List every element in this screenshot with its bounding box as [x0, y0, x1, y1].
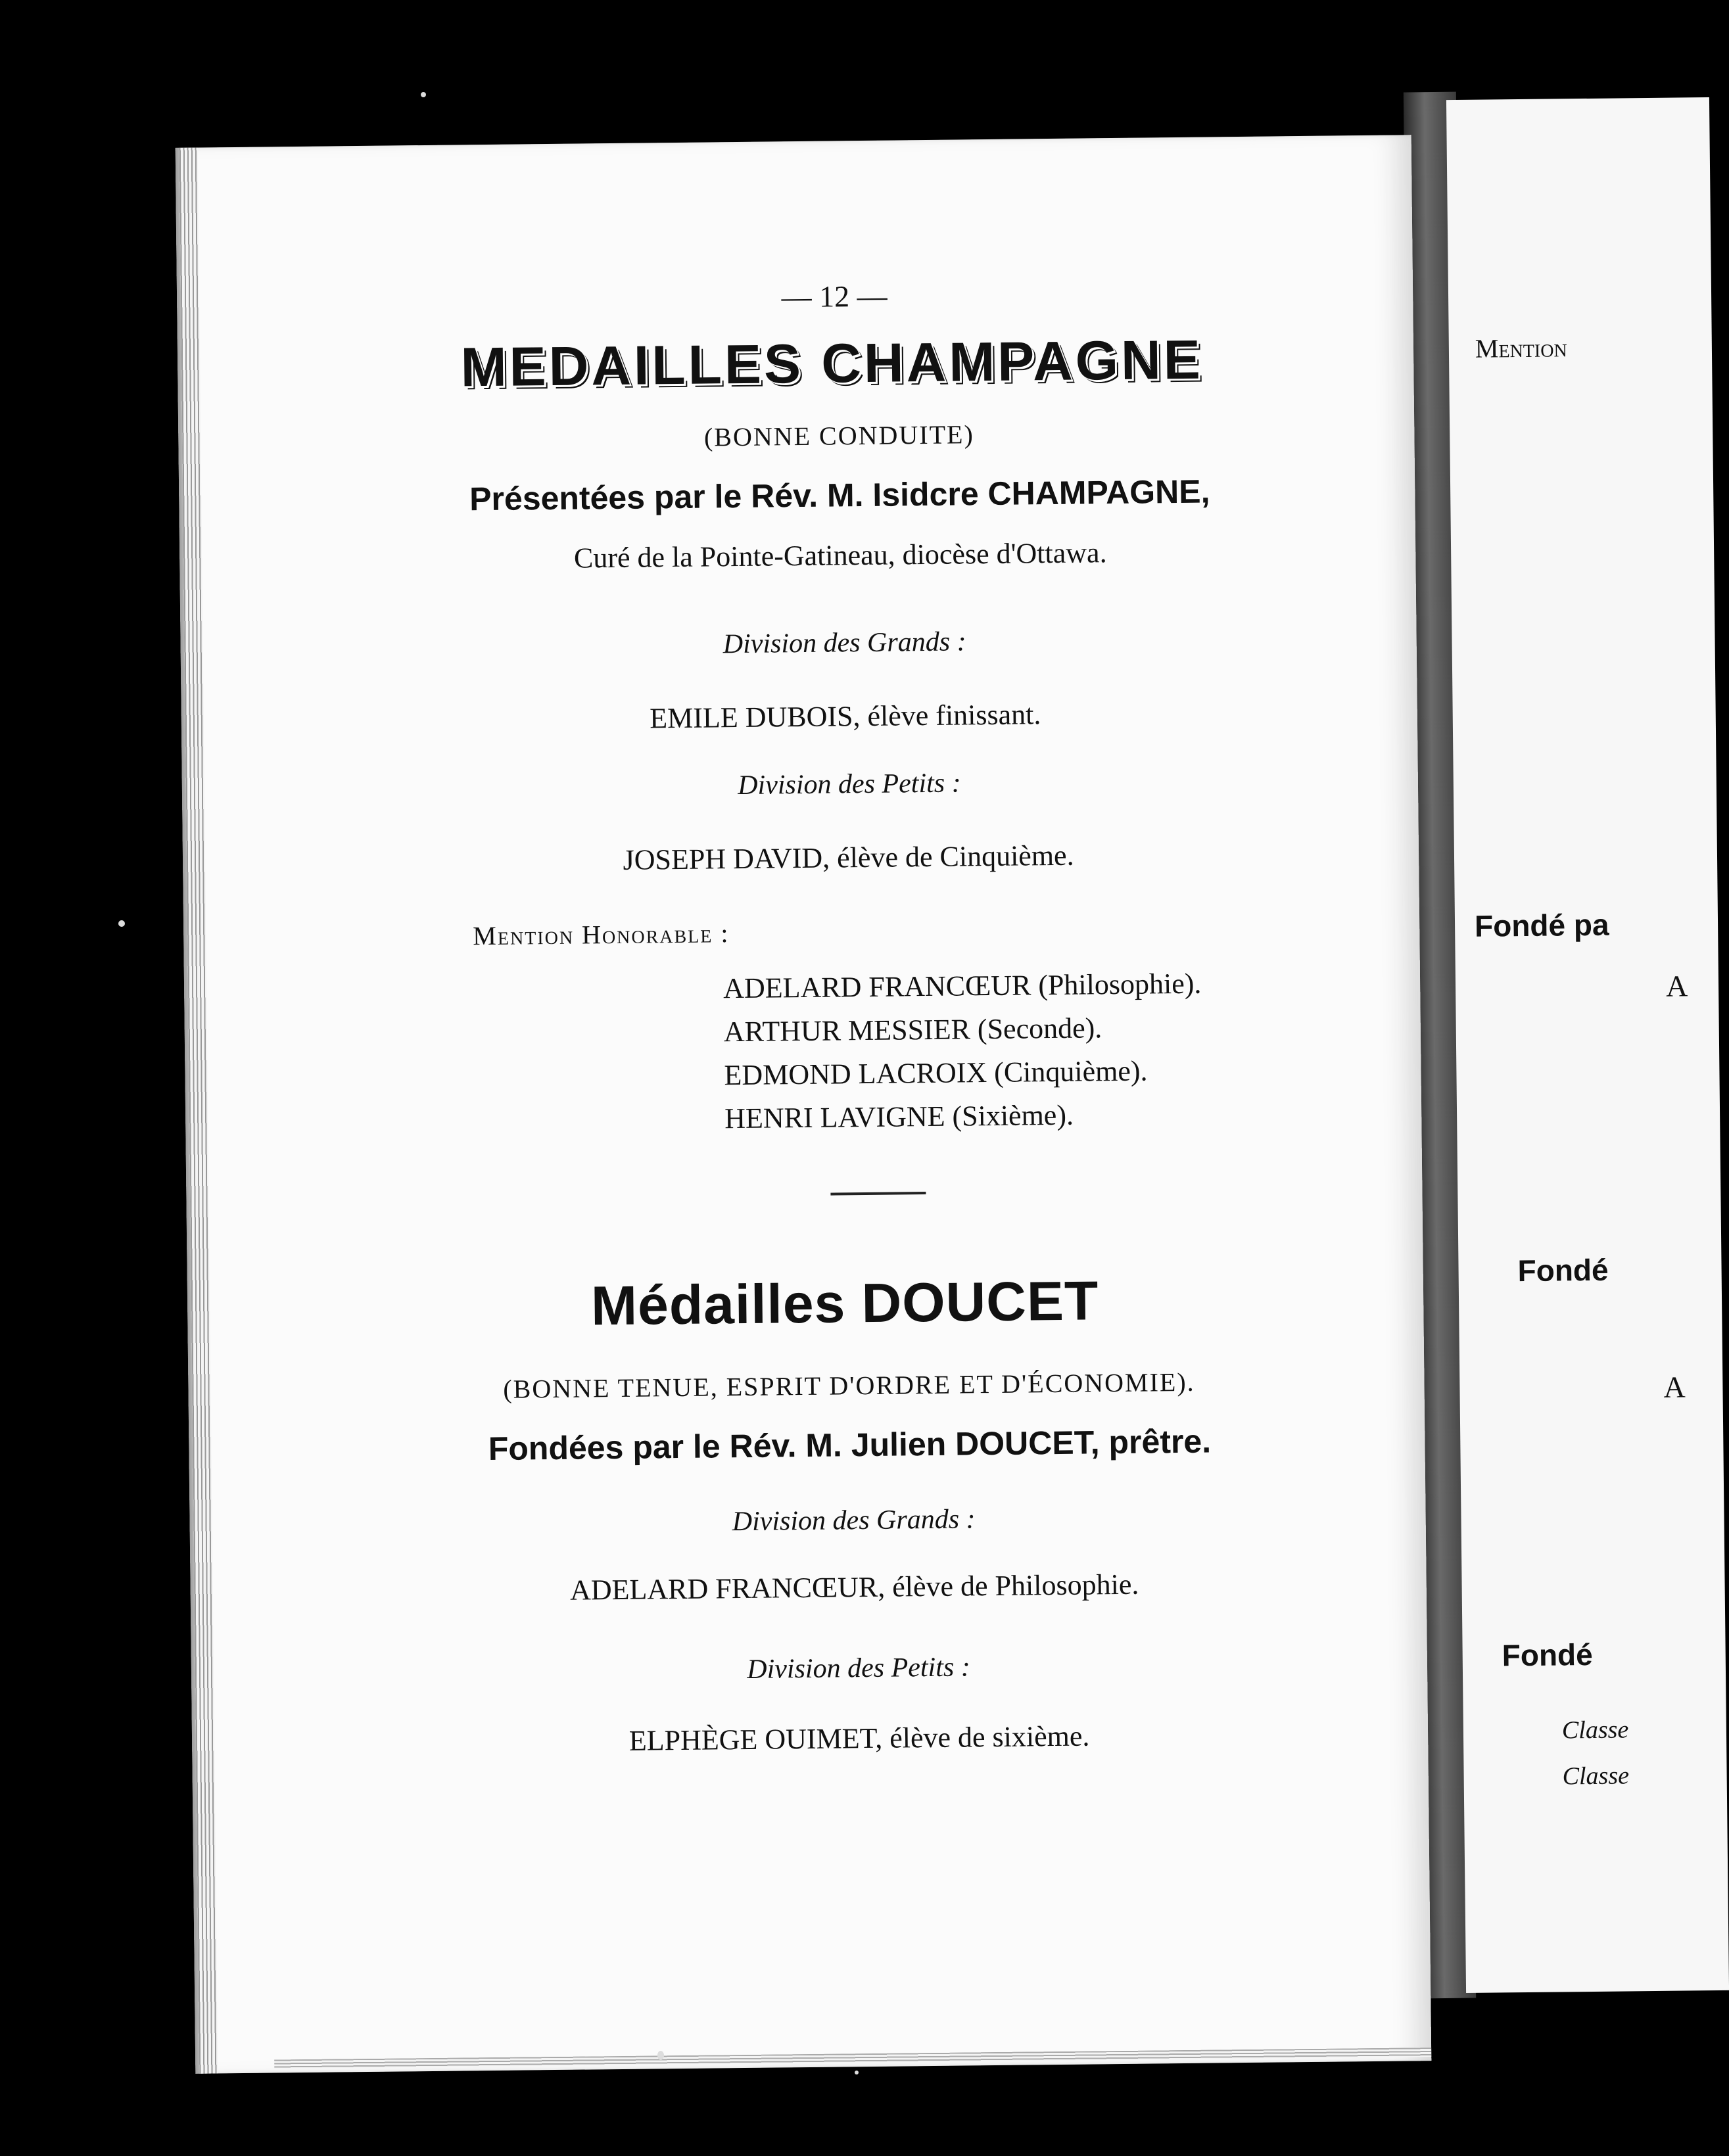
- facing-page-fragment: Mention: [1475, 333, 1567, 363]
- section-divider: [830, 1192, 926, 1196]
- founder-line: Fondées par le Rév. M. Julien DOUCET, prêtre.: [488, 1422, 1212, 1468]
- dust-speck: [421, 92, 426, 97]
- page-number: — 12 —: [781, 279, 888, 314]
- mention-item: HENRI LAVIGNE (Sixième).: [724, 1098, 1074, 1135]
- page-content: [176, 135, 1432, 2074]
- facing-page-fragment: Classe: [1562, 1762, 1630, 1791]
- cure-line: Curé de la Pointe-Gatineau, diocèse d'Ottawa.: [573, 536, 1107, 574]
- division-petits-heading: Division des Petits :: [747, 1652, 970, 1685]
- mention-honorable-label: Mention Honorable :: [473, 918, 730, 951]
- mention-item: ARTHUR MESSIER (Seconde).: [723, 1012, 1102, 1048]
- facing-page-fragment: Fondé: [1502, 1637, 1593, 1673]
- facing-page-fragment: Classe: [1561, 1716, 1629, 1745]
- dust-speck: [657, 2051, 664, 2060]
- mention-item: EDMOND LACROIX (Cinquième).: [724, 1054, 1148, 1092]
- facing-page-fragment: Fondé: [1517, 1252, 1609, 1288]
- facing-page-fragment: Fondé pa: [1474, 907, 1609, 943]
- winner-grands: EMILE DUBOIS, élève finissant.: [650, 698, 1041, 735]
- document-page: [176, 135, 1432, 2074]
- dust-speck: [118, 920, 125, 927]
- section-title-doucet: Médailles DOUCET: [590, 1269, 1099, 1337]
- mention-list: [723, 962, 1203, 1141]
- winner-grands: ADELARD FRANCŒUR, élève de Philosophie.: [569, 1568, 1139, 1606]
- division-grands-heading: Division des Grands :: [722, 626, 966, 660]
- winner-petits: ELPHÈGE OUIMET, élève de sixième.: [628, 1720, 1090, 1757]
- dust-speck: [855, 2071, 859, 2074]
- section-title-champagne: MEDAILLES CHAMPAGNE: [460, 328, 1204, 398]
- facing-page-fragment: A: [1665, 969, 1688, 1003]
- facing-page-fragment: A: [1663, 1370, 1686, 1404]
- presenter-line: Présentées par le Rév. M. Isidcre CHAMPAGNE,: [469, 473, 1210, 518]
- facing-page: [1446, 97, 1729, 1993]
- division-petits-heading: Division des Petits :: [737, 768, 961, 801]
- section-subtitle-doucet: (BONNE TENUE, ESPRIT D'ORDRE ET D'ÉCONOMIE).: [503, 1367, 1195, 1404]
- section-subtitle-champagne: (BONNE CONDUITE): [703, 419, 974, 452]
- winner-petits: JOSEPH DAVID, élève de Cinquième.: [623, 839, 1074, 876]
- division-grands-heading: Division des Grands :: [732, 1504, 976, 1537]
- mention-item: ADELARD FRANCŒUR (Philosophie).: [722, 967, 1202, 1005]
